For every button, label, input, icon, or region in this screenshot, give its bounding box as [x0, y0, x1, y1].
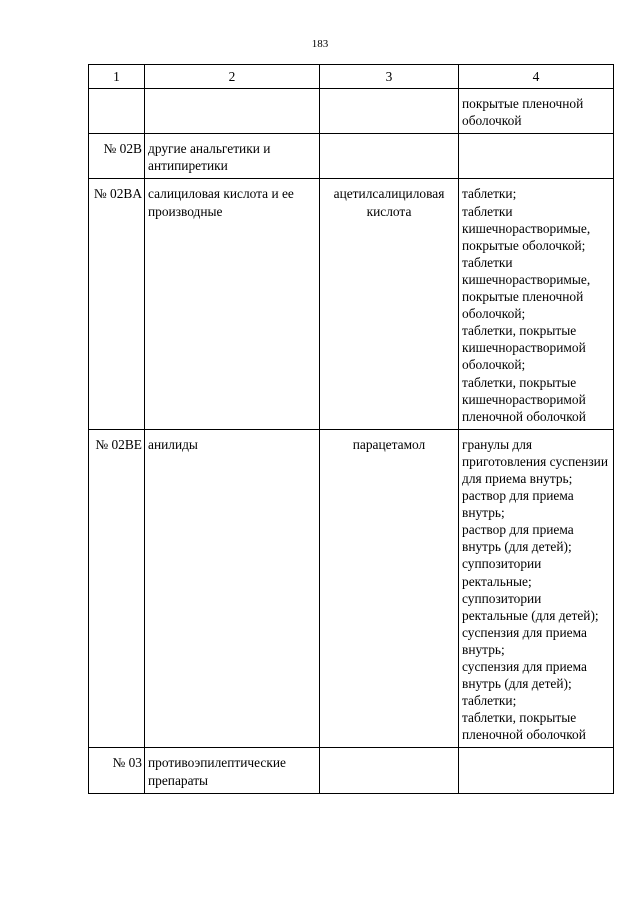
column-header-3: 3: [320, 65, 459, 89]
dosage-form-item: покрытые пленочной оболочкой: [462, 96, 584, 129]
dosage-form-item: таблетки кишечнорастворимые, покрытые оболочкой;: [462, 203, 591, 253]
dosage-form-item: суппозитории ректальные;: [462, 556, 542, 589]
dosage-form-item: суспензия для приема внутрь;: [462, 624, 587, 657]
substance-cell: [320, 748, 459, 793]
substance-cell: парацетамол: [320, 429, 459, 748]
dosage-form-item: суппозитории ректальные (для детей);: [462, 590, 599, 623]
atc-code-cell: № 03: [89, 748, 145, 793]
table-row: [89, 748, 614, 793]
dosage-forms-cell: [459, 748, 614, 793]
dosage-form-item: таблетки, покрытые кишечнорастворимой пленочной оболочкой: [462, 374, 586, 424]
group-name-cell: противоэпилептические препараты: [145, 748, 320, 793]
atc-code-cell: [89, 89, 145, 134]
dosage-form-item: таблетки кишечнорастворимые, покрытые пленочной оболочкой;: [462, 254, 591, 322]
substance-cell: [320, 134, 459, 179]
dosage-form-item: раствор для приема внутрь;: [462, 488, 574, 521]
dosage-form-item: суспензия для приема внутрь (для детей);: [462, 659, 587, 692]
group-name-cell: салициловая кислота и ее производные: [145, 179, 320, 429]
table-row: [89, 89, 614, 134]
substance-cell: [320, 89, 459, 134]
group-name-cell: анилиды: [145, 429, 320, 748]
dosage-form-item: таблетки, покрытые кишечнорастворимой оболочкой;: [462, 323, 586, 373]
dosage-form-item: таблетки, покрытые пленочной оболочкой: [462, 710, 586, 743]
table-header-row: [89, 65, 614, 89]
dosage-form-item: таблетки;: [462, 693, 517, 709]
group-name-cell: другие анальгетики и антипиретики: [145, 134, 320, 179]
page-number: 183: [311, 38, 329, 50]
atc-code-cell: № 02B: [89, 134, 145, 179]
dosage-form-item: гранулы для приготовления суспензии для приема внутрь;: [462, 436, 608, 486]
drug-classification-table: [88, 64, 614, 794]
table-row: [89, 134, 614, 179]
group-name-cell: [145, 89, 320, 134]
dosage-forms-cell: [459, 89, 614, 134]
table-row: [89, 179, 614, 429]
column-header-4: 4: [459, 65, 614, 89]
table-row: [89, 429, 614, 748]
dosage-forms-cell: [459, 179, 614, 429]
column-header-1: 1: [89, 65, 145, 89]
dosage-forms-cell: [459, 134, 614, 179]
atc-code-cell: № 02BA: [89, 179, 145, 429]
dosage-forms-cell: [459, 429, 614, 748]
substance-cell: ацетилсалициловая кислота: [320, 179, 459, 429]
atc-code-cell: № 02BE: [89, 429, 145, 748]
column-header-2: 2: [145, 65, 320, 89]
dosage-form-item: таблетки;: [462, 186, 517, 202]
dosage-form-item: раствор для приема внутрь (для детей);: [462, 522, 574, 555]
